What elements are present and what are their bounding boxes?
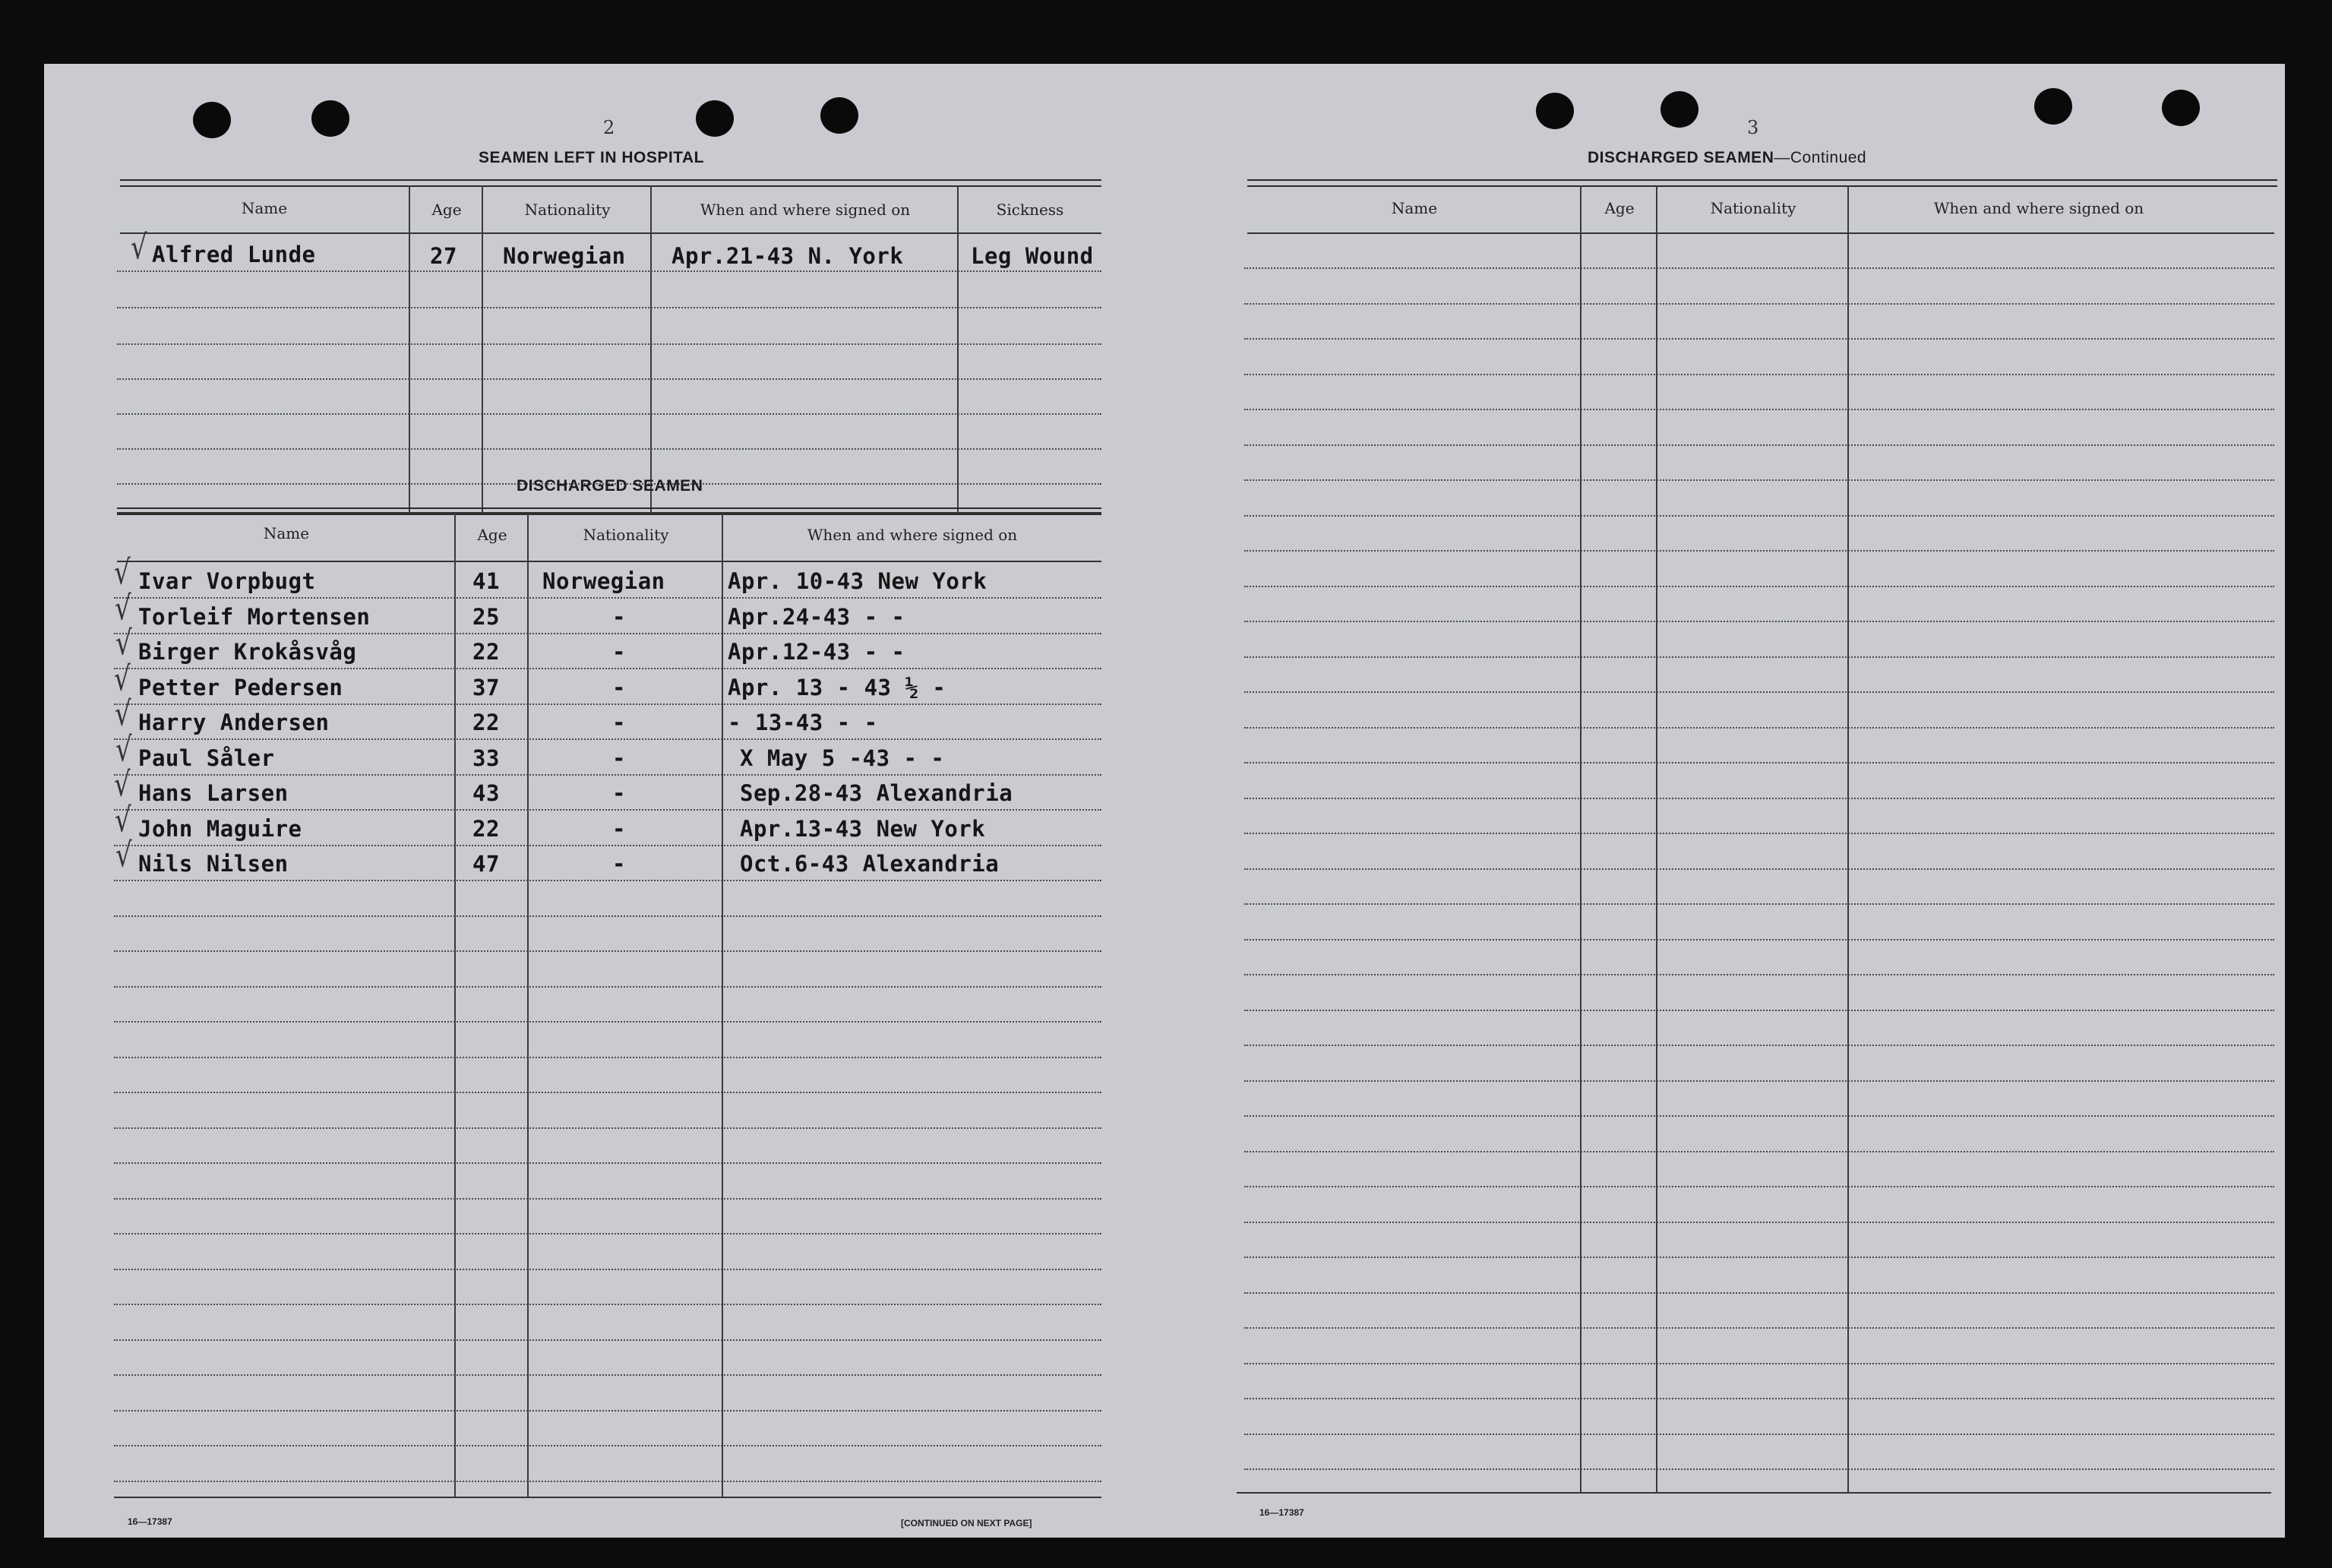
- discharged-row-age: 47: [472, 851, 500, 877]
- right-header-age: Age: [1604, 199, 1635, 217]
- ruled-line: [1244, 1222, 2274, 1223]
- ruled-line: [1244, 1398, 2274, 1399]
- discharged-row-nationality: -: [612, 675, 626, 700]
- ruled-line: [1244, 903, 2274, 905]
- ruled-line: [1244, 833, 2274, 834]
- hospital-header-name: Name: [241, 199, 288, 217]
- page-number-right: 3: [1747, 117, 1759, 138]
- discharged-row-nationality: -: [612, 745, 626, 771]
- discharged-row-nationality: -: [612, 816, 626, 842]
- discharged-row-signed-on: Apr. 10-43 New York: [728, 568, 987, 594]
- discharged-row-name: Petter Pedersen: [138, 675, 343, 700]
- ruled-line: [1244, 974, 2274, 975]
- right-title-suffix: —Continued: [1774, 149, 1867, 166]
- ruled-line: [114, 774, 1101, 776]
- ruled-line: [114, 1092, 1101, 1093]
- ruled-line: [114, 809, 1101, 811]
- discharged-row-nationality: -: [612, 851, 626, 877]
- discharged-row-nationality: -: [612, 639, 626, 665]
- ruled-line: [114, 845, 1101, 846]
- hospital-row-sickness: Leg Wound: [971, 243, 1094, 269]
- ruled-line: [1244, 798, 2274, 799]
- ruled-line: [1244, 1292, 2274, 1294]
- discharged-row-signed-on: Apr.24-43 - -: [728, 604, 905, 630]
- ruled-line: [1244, 586, 2274, 587]
- ruled-line: [1244, 409, 2274, 410]
- check-mark: √: [115, 730, 132, 770]
- check-mark: √: [115, 836, 132, 875]
- ruled-line: [1244, 1327, 2274, 1329]
- discharged-row-signed-on: Sep.28-43 Alexandria: [740, 780, 1013, 806]
- check-mark: √: [115, 624, 132, 663]
- right-title-main: DISCHARGED SEAMEN: [1588, 149, 1774, 166]
- discharged-row-nationality: -: [612, 780, 626, 806]
- hospital-section-title: SEAMEN LEFT IN HOSPITAL: [479, 149, 704, 166]
- ruled-line: [1244, 1434, 2274, 1435]
- discharged-row-signed-on: Oct.6-43 Alexandria: [740, 851, 1000, 877]
- check-mark: √: [115, 694, 131, 734]
- ruled-line: [114, 1410, 1101, 1412]
- ruled-line: [114, 1057, 1101, 1058]
- continued-note: [CONTINUED ON NEXT PAGE]: [901, 1518, 1032, 1528]
- discharged-row-name: Hans Larsen: [138, 780, 289, 806]
- discharged-row-name: Nils Nilsen: [138, 851, 289, 877]
- right-header-name: Name: [1391, 199, 1438, 217]
- ruled-line: [1244, 727, 2274, 729]
- ruled-line: [1244, 1151, 2274, 1152]
- ruled-line: [114, 1269, 1101, 1270]
- check-mark: √: [114, 553, 131, 593]
- ruled-line: [114, 1445, 1101, 1446]
- ruled-line: [114, 597, 1101, 599]
- check-mark: √: [114, 659, 131, 699]
- ruled-line: [1244, 479, 2274, 481]
- ruled-line: [1244, 939, 2274, 940]
- ruled-line: [1244, 1045, 2274, 1046]
- ruled-line: [1244, 1010, 2274, 1011]
- punch-hole: [1536, 93, 1574, 129]
- ruled-line: [1244, 444, 2274, 446]
- hospital-header-nationality: Nationality: [524, 201, 611, 219]
- discharged-row-signed-on: Apr. 13 - 43 ½ -: [728, 675, 946, 700]
- discharged-row-name: Ivar Vorpbugt: [138, 568, 316, 594]
- discharged-row-age: 37: [472, 675, 500, 700]
- hospital-row-nationality: Norwegian: [503, 243, 626, 269]
- discharged-row-age: 22: [472, 710, 500, 735]
- discharged-row-nationality: Norwegian: [542, 568, 665, 594]
- document-sheet: [44, 64, 2285, 1538]
- discharged-row-name: Paul Såler: [138, 745, 275, 771]
- right-header-signed-on: When and where signed on: [1933, 199, 2144, 217]
- discharged-row-age: 41: [472, 568, 500, 594]
- hospital-row-name: Alfred Lunde: [152, 242, 316, 267]
- discharged-row-signed-on: - 13-43 - -: [728, 710, 878, 735]
- punch-hole: [193, 102, 231, 138]
- ruled-line: [1244, 515, 2274, 517]
- discharged-header-signed-on: When and where signed on: [807, 526, 1018, 544]
- ruled-line: [1244, 656, 2274, 658]
- discharged-row-age: 33: [472, 745, 500, 771]
- discharged-section-title: DISCHARGED SEAMEN: [517, 477, 703, 495]
- ruled-line: [1244, 621, 2274, 622]
- form-number-right: 16—17387: [1259, 1507, 1304, 1518]
- ruled-line: [114, 738, 1101, 740]
- ruled-line: [1244, 303, 2274, 305]
- hospital-header-sickness: Sickness: [996, 201, 1064, 219]
- discharged-row-age: 25: [472, 604, 500, 630]
- punch-hole: [820, 97, 858, 134]
- ruled-line: [114, 703, 1101, 705]
- right-section-title: [1588, 149, 1866, 167]
- form-number-left: 16—17387: [128, 1516, 172, 1527]
- ruled-line: [1244, 1468, 2274, 1470]
- hospital-row-signed-on: Apr.21-43 N. York: [671, 243, 904, 269]
- ruled-line: [114, 1198, 1101, 1200]
- ruled-line: [1244, 868, 2274, 870]
- ruled-line: [114, 668, 1101, 669]
- ruled-line: [114, 1339, 1101, 1341]
- punch-hole: [2162, 90, 2200, 126]
- ruled-line: [114, 633, 1101, 634]
- ruled-line: [1244, 550, 2274, 552]
- ruled-line: [114, 1162, 1101, 1164]
- ruled-line: [1244, 1363, 2274, 1364]
- check-mark: √: [115, 801, 131, 840]
- discharged-row-age: 22: [472, 816, 500, 842]
- ruled-line: [114, 880, 1101, 881]
- ruled-line: [114, 1304, 1101, 1305]
- ruled-line: [114, 1127, 1101, 1129]
- ruled-line: [1244, 1186, 2274, 1187]
- ruled-line: [1244, 1115, 2274, 1117]
- discharged-row-signed-on: Apr.13-43 New York: [740, 816, 986, 842]
- ruled-line: [114, 950, 1101, 952]
- discharged-row-age: 43: [472, 780, 500, 806]
- check-mark: √: [131, 228, 147, 267]
- discharged-row-name: John Maguire: [138, 816, 302, 842]
- hospital-row-age: 27: [430, 243, 457, 269]
- page-number-left: 2: [603, 117, 615, 138]
- check-mark: √: [114, 765, 131, 805]
- punch-hole: [696, 100, 734, 137]
- discharged-header-name: Name: [263, 524, 310, 542]
- right-header-nationality: Nationality: [1710, 199, 1796, 217]
- ruled-line: [1244, 338, 2274, 340]
- discharged-row-nationality: -: [612, 604, 626, 630]
- hospital-header-age: Age: [431, 201, 462, 219]
- ruled-line: [114, 1481, 1101, 1482]
- hospital-header-signed-on: When and where signed on: [700, 201, 911, 219]
- discharged-row-age: 22: [472, 639, 500, 665]
- ruled-line: [1244, 374, 2274, 375]
- discharged-row-signed-on: X May 5 -43 - -: [740, 745, 945, 771]
- discharged-row-nationality: -: [612, 710, 626, 735]
- check-mark: √: [115, 589, 131, 628]
- ruled-line: [1244, 1080, 2274, 1082]
- punch-hole: [1661, 91, 1698, 128]
- punch-hole: [311, 100, 349, 137]
- discharged-header-nationality: Nationality: [583, 526, 669, 544]
- ruled-line: [1244, 762, 2274, 763]
- discharged-row-name: Birger Krokåsvåg: [138, 639, 357, 665]
- ruled-line: [1244, 691, 2274, 693]
- discharged-row-name: Torleif Mortensen: [138, 604, 371, 630]
- discharged-header-age: Age: [477, 526, 507, 544]
- discharged-row-name: Harry Andersen: [138, 710, 330, 735]
- punch-hole: [2034, 88, 2072, 125]
- ruled-line: [114, 1233, 1101, 1234]
- ruled-line: [1244, 267, 2274, 269]
- ruled-line: [114, 986, 1101, 988]
- ruled-line: [1244, 1257, 2274, 1258]
- discharged-row-signed-on: Apr.12-43 - -: [728, 639, 905, 665]
- ruled-line: [114, 1374, 1101, 1376]
- ruled-line: [114, 1021, 1101, 1023]
- ruled-line: [114, 915, 1101, 917]
